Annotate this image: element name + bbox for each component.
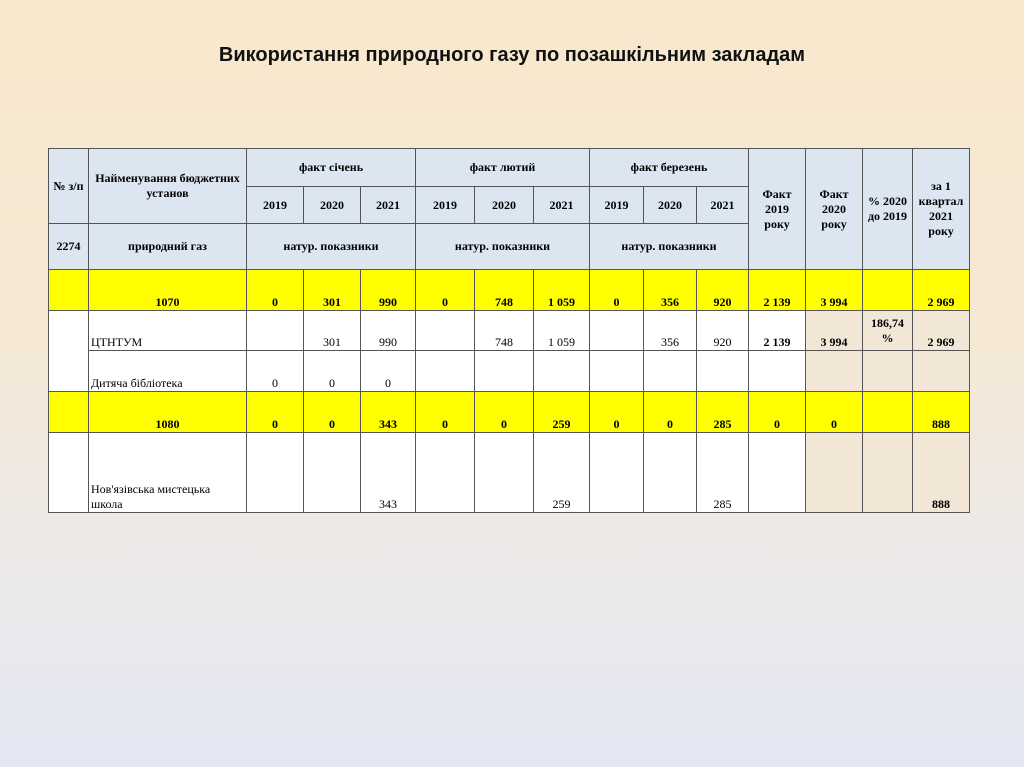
- cell: 259: [534, 392, 590, 433]
- header-num: № з/п: [49, 149, 89, 224]
- cell: 301: [304, 270, 361, 311]
- cell: [247, 433, 304, 513]
- row-name: 1070: [89, 270, 247, 311]
- cell: [416, 311, 475, 351]
- cell: 356: [644, 270, 697, 311]
- cell: 301: [304, 311, 361, 351]
- cell: [806, 351, 863, 392]
- cell: 1 059: [534, 270, 590, 311]
- units-mar: натур. показники: [590, 224, 749, 270]
- header-fact-jan: факт січень: [247, 149, 416, 187]
- table-row: [49, 351, 970, 392]
- cell: [749, 351, 806, 392]
- cell: 748: [475, 270, 534, 311]
- cell: 343: [361, 433, 416, 513]
- row-name: Нов'язівська мистецька школа: [89, 433, 247, 513]
- header-pct: % 2020 до 2019: [863, 149, 913, 270]
- cell: [475, 433, 534, 513]
- cell: 920: [697, 270, 749, 311]
- cell: [475, 351, 534, 392]
- row-num: [49, 311, 89, 392]
- cell: [304, 433, 361, 513]
- header-fact-feb: факт лютий: [416, 149, 590, 187]
- cell: 0: [304, 351, 361, 392]
- cell: 0: [590, 392, 644, 433]
- cell: 888: [913, 392, 970, 433]
- cell: [644, 351, 697, 392]
- cell: [863, 392, 913, 433]
- cell: 920: [697, 311, 749, 351]
- cell: 0: [304, 392, 361, 433]
- cell: 990: [361, 270, 416, 311]
- row-num: [49, 433, 89, 513]
- cell: 0: [590, 270, 644, 311]
- year-feb-2020: 2020: [475, 187, 534, 224]
- row-name: ЦТНТУМ: [89, 311, 247, 351]
- cell: [806, 433, 863, 513]
- cell: [534, 351, 590, 392]
- cell: 0: [475, 392, 534, 433]
- year-jan-2021: 2021: [361, 187, 416, 224]
- gas-usage-table: [48, 148, 970, 513]
- units-feb: натур. показники: [416, 224, 590, 270]
- cell: 0: [247, 351, 304, 392]
- cell: 0: [806, 392, 863, 433]
- cell: [590, 311, 644, 351]
- row-num: [49, 270, 89, 311]
- table-row: [49, 392, 970, 433]
- cell: [247, 311, 304, 351]
- cell: 356: [644, 311, 697, 351]
- cell: 2 139: [749, 270, 806, 311]
- cell: 0: [247, 392, 304, 433]
- cell: [863, 270, 913, 311]
- year-mar-2020: 2020: [644, 187, 697, 224]
- row-num: [49, 392, 89, 433]
- cell: 748: [475, 311, 534, 351]
- cell: [863, 351, 913, 392]
- cell: [644, 433, 697, 513]
- cell: [416, 433, 475, 513]
- cell: 285: [697, 392, 749, 433]
- header-code: 2274: [49, 224, 89, 270]
- cell: 0: [644, 392, 697, 433]
- year-mar-2019: 2019: [590, 187, 644, 224]
- year-jan-2019: 2019: [247, 187, 304, 224]
- row-name: Дитяча бібліотека: [89, 351, 247, 392]
- cell: 2 139: [749, 311, 806, 351]
- cell: 0: [416, 392, 475, 433]
- header-gas: природний газ: [89, 224, 247, 270]
- cell: [913, 351, 970, 392]
- header-fact-2019: Факт 2019 року: [749, 149, 806, 270]
- cell: [590, 351, 644, 392]
- cell: [697, 351, 749, 392]
- year-feb-2021: 2021: [534, 187, 590, 224]
- cell: 1 059: [534, 311, 590, 351]
- cell: [749, 433, 806, 513]
- cell: [863, 433, 913, 513]
- cell: 285: [697, 433, 749, 513]
- row-name: 1080: [89, 392, 247, 433]
- cell: 0: [361, 351, 416, 392]
- cell: 259: [534, 433, 590, 513]
- cell: 0: [749, 392, 806, 433]
- cell: 2 969: [913, 311, 970, 351]
- year-feb-2019: 2019: [416, 187, 475, 224]
- table-row: [49, 433, 970, 513]
- cell: 186,74 %: [863, 311, 913, 351]
- header-fact-mar: факт березень: [590, 149, 749, 187]
- page-title: Використання природного газу по позашкільним закладам: [218, 44, 806, 66]
- cell: 990: [361, 311, 416, 351]
- year-jan-2020: 2020: [304, 187, 361, 224]
- cell: 0: [247, 270, 304, 311]
- year-mar-2021: 2021: [697, 187, 749, 224]
- table-row: [49, 270, 970, 311]
- cell: 888: [913, 433, 970, 513]
- cell: [590, 433, 644, 513]
- header-q1: за 1 квартал 2021 року: [913, 149, 970, 270]
- units-jan: натур. показники: [247, 224, 416, 270]
- cell: [416, 351, 475, 392]
- cell: 343: [361, 392, 416, 433]
- cell: 3 994: [806, 270, 863, 311]
- header-name: Найменування бюджетних установ: [89, 149, 247, 224]
- cell: 2 969: [913, 270, 970, 311]
- header-fact-2020: Факт 2020 року: [806, 149, 863, 270]
- cell: 0: [416, 270, 475, 311]
- table-row: [49, 311, 970, 351]
- cell: 3 994: [806, 311, 863, 351]
